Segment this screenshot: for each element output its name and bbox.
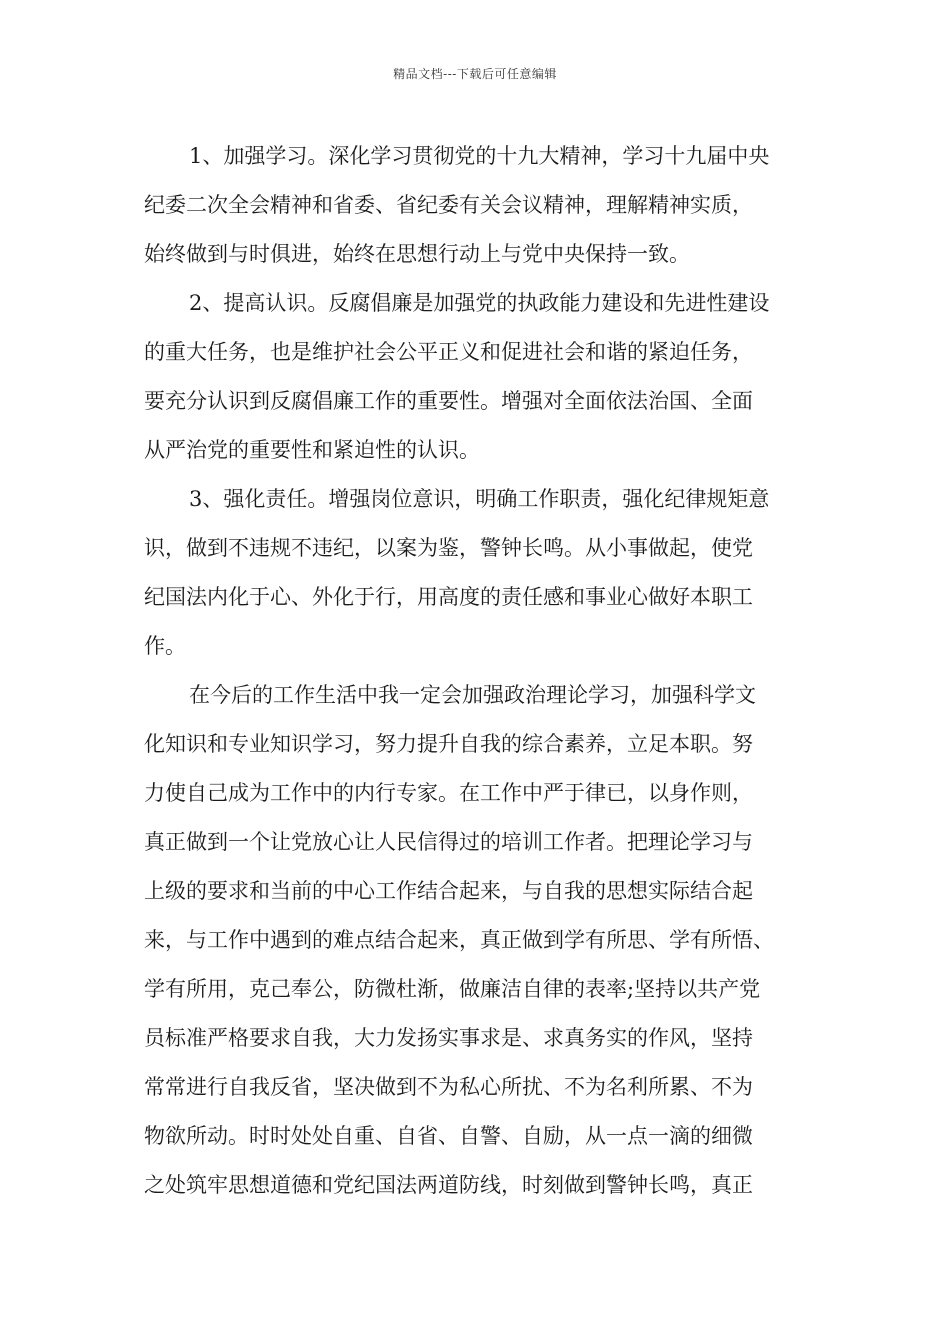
paragraph-line: 要充分认识到反腐倡廉工作的重要性。增强对全面依法治国、全面	[144, 389, 753, 413]
paragraph-line: 纪国法内化于心、外化于行，用高度的责任感和事业心做好本职工	[144, 585, 753, 609]
paragraph-line: 2、提高认识。反腐倡廉是加强党的执政能力建设和先进性建设	[189, 291, 770, 315]
paragraph-line: 始终做到与时俱进，始终在思想行动上与党中央保持一致。	[144, 242, 690, 266]
paragraph-line: 从严治党的重要性和紧迫性的认识。	[144, 438, 480, 462]
paragraph-line: 真正做到一个让党放心让人民信得过的培训工作者。把理论学习与	[144, 830, 753, 854]
paragraph-line: 纪委二次全会精神和省委、省纪委有关会议精神，理解精神实质，	[144, 193, 753, 217]
paragraph-line: 化知识和专业知识学习，努力提升自我的综合素养，立足本职。努	[144, 732, 753, 756]
paragraph-line: 上级的要求和当前的中心工作结合起来，与自我的思想实际结合起	[144, 879, 753, 903]
paragraph-line: 力使自己成为工作中的内行专家。在工作中严于律已，以身作则，	[144, 781, 753, 805]
paragraph-2	[144, 279, 824, 475]
paragraph-line: 常常进行自我反省，坚决做到不为私心所扰、不为名利所累、不为	[144, 1075, 753, 1099]
paragraph-1	[144, 132, 824, 279]
paragraph-line: 在今后的工作生活中我一定会加强政治理论学习，加强科学文	[189, 683, 756, 707]
paragraph-line: 物欲所动。时时处处自重、自省、自警、自励，从一点一滴的细微	[144, 1124, 753, 1148]
document-body	[144, 132, 824, 1210]
paragraph-line: 的重大任务，也是维护社会公平正义和促进社会和谐的紧迫任务，	[144, 340, 753, 364]
paragraph-line: 识，做到不违规不违纪，以案为鉴，警钟长鸣。从小事做起，使党	[144, 536, 753, 560]
paragraph-4	[144, 671, 824, 1210]
paragraph-line: 3、强化责任。增强岗位意识，明确工作职责，强化纪律规矩意	[189, 487, 770, 511]
paragraph-line: 学有所用，克己奉公，防微杜渐，做廉洁自律的表率;坚持以共产党	[144, 977, 761, 1001]
page-header: 精品文档---下载后可任意编辑	[393, 67, 557, 81]
paragraph-line: 1、加强学习。深化学习贯彻党的十九大精神，学习十九届中央	[189, 144, 770, 168]
paragraph-line: 来，与工作中遇到的难点结合起来，真正做到学有所思、学有所悟、	[144, 928, 774, 952]
paragraph-line: 作。	[144, 634, 186, 658]
paragraph-line: 员标准严格要求自我，大力发扬实事求是、求真务实的作风，坚持	[144, 1026, 753, 1050]
paragraph-3	[144, 475, 824, 671]
paragraph-line: 之处筑牢思想道德和党纪国法两道防线，时刻做到警钟长鸣，真正	[144, 1173, 753, 1197]
